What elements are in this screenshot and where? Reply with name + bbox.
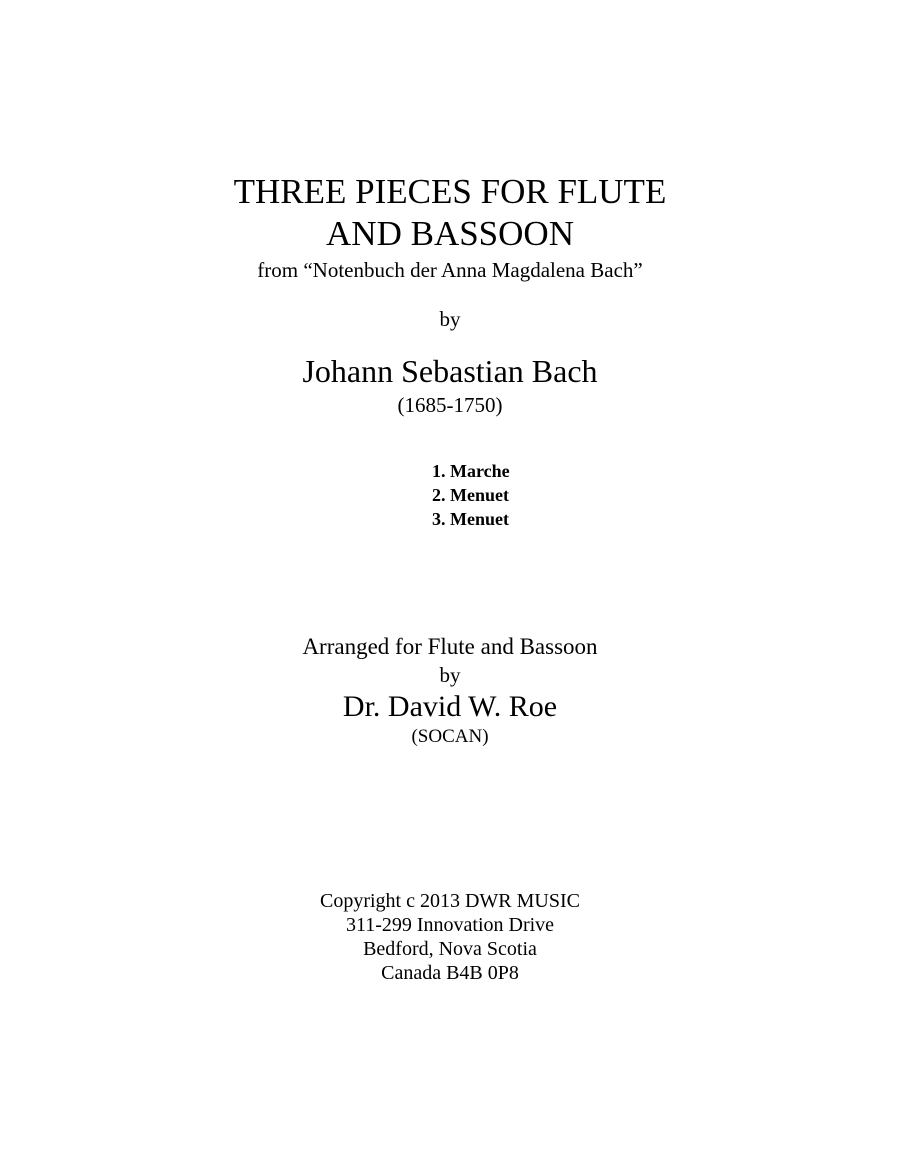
- pieces-list: [432, 460, 510, 532]
- arranger-society: (SOCAN): [411, 726, 489, 747]
- by-composer: by: [439, 307, 461, 331]
- composer-dates: (1685-1750): [397, 393, 503, 417]
- address-line-1: 311-299 Innovation Drive: [345, 914, 555, 936]
- subtitle: from “Notenbuch der Anna Magdalena Bach”: [257, 258, 643, 282]
- address-line-3: Canada B4B 0P8: [381, 962, 519, 984]
- title-line-2: AND BASSOON: [326, 214, 574, 253]
- by-arranger: by: [439, 663, 461, 687]
- copyright-line: Copyright c 2013 DWR MUSIC: [320, 890, 580, 912]
- arranger-name: Dr. David W. Roe: [342, 690, 558, 723]
- address-line-2: Bedford, Nova Scotia: [363, 938, 537, 960]
- piece-item: 1. Marche: [432, 461, 510, 481]
- title-line-1: THREE PIECES FOR FLUTE: [233, 172, 667, 211]
- composer-name: Johann Sebastian Bach: [302, 353, 598, 389]
- piece-item: 2. Menuet: [432, 485, 509, 505]
- arranged-for: Arranged for Flute and Bassoon: [302, 634, 598, 659]
- piece-item: 3. Menuet: [432, 509, 509, 529]
